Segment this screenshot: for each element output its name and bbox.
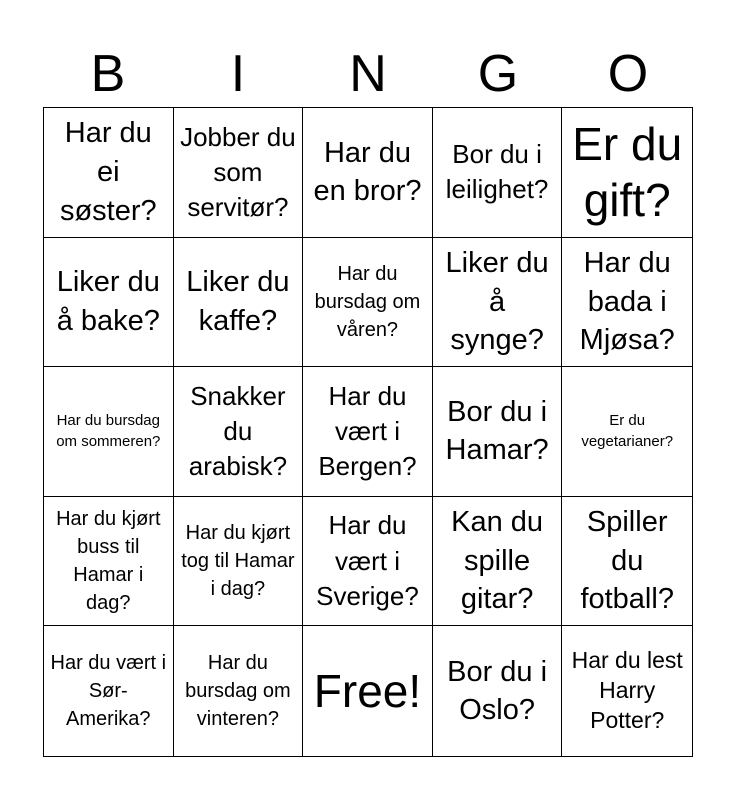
bingo-cell[interactable]: Kan du spille gitar? [433, 497, 563, 627]
bingo-cell[interactable]: Har du bada i Mjøsa? [562, 238, 692, 368]
bingo-cell[interactable]: Er du gift? [562, 108, 692, 238]
bingo-cell[interactable]: Har du bursdag om våren? [303, 238, 433, 368]
header-letter-n: N [349, 45, 387, 103]
bingo-cell[interactable]: Bor du i leilighet? [433, 108, 563, 238]
header-letter-g: G [477, 45, 519, 103]
bingo-cell[interactable]: Liker du å bake? [44, 238, 174, 368]
bingo-cell[interactable]: Liker du kaffe? [174, 238, 304, 368]
free-space-cell[interactable]: Free! [303, 626, 433, 756]
bingo-cell[interactable]: Liker du å synge? [433, 238, 563, 368]
header-letter-o: O [607, 45, 649, 103]
bingo-cell[interactable]: Har du kjørt tog til Hamar i dag? [174, 497, 304, 627]
bingo-cell[interactable]: Jobber du som servitør? [174, 108, 304, 238]
bingo-cell[interactable]: Har du vært i Bergen? [303, 367, 433, 497]
bingo-cell[interactable]: Har du vært i Sør-Amerika? [44, 626, 174, 756]
header-letter-b: B [90, 45, 126, 103]
bingo-cell[interactable]: Snakker du arabisk? [174, 367, 304, 497]
bingo-cell[interactable]: Er du vegetarianer? [562, 367, 692, 497]
bingo-cell[interactable]: Har du bursdag om vinteren? [174, 626, 304, 756]
header-letter-i: I [230, 45, 246, 103]
bingo-cell[interactable]: Bor du i Oslo? [433, 626, 563, 756]
bingo-cell[interactable]: Bor du i Hamar? [433, 367, 563, 497]
bingo-cell[interactable]: Har du kjørt buss til Hamar i dag? [44, 497, 174, 627]
bingo-header [43, 40, 693, 108]
bingo-cell[interactable]: Har du ei søster? [44, 108, 174, 238]
bingo-cell[interactable]: Har du bursdag om sommeren? [44, 367, 174, 497]
bingo-board [43, 107, 693, 757]
bingo-cell[interactable]: Har du en bror? [303, 108, 433, 238]
bingo-cell[interactable]: Spiller du fotball? [562, 497, 692, 627]
bingo-cell[interactable]: Har du vært i Sverige? [303, 497, 433, 627]
bingo-cell[interactable]: Har du lest Harry Potter? [571, 647, 683, 734]
